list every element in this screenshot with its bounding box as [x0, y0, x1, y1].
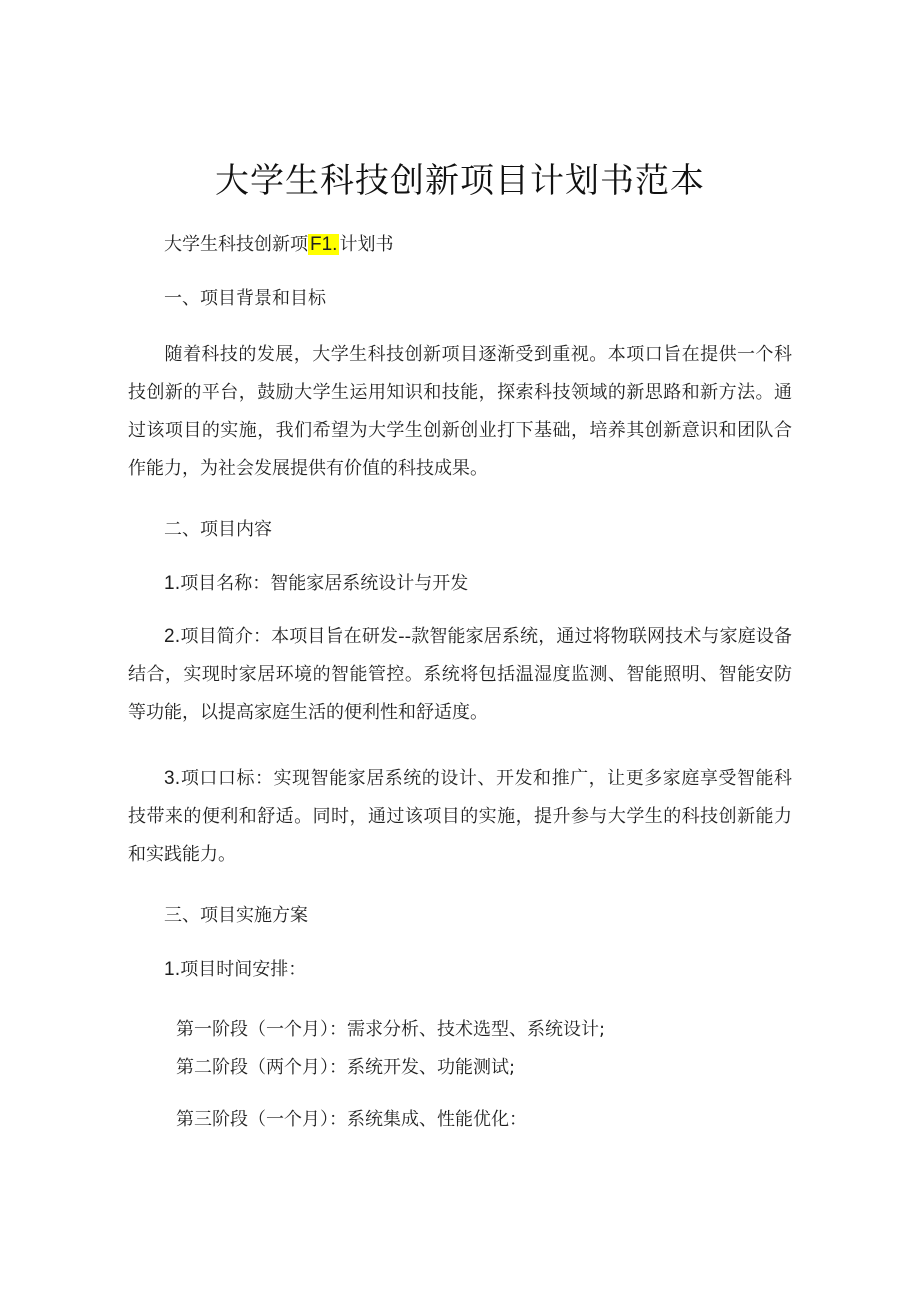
- section-paragraph-background: [128, 336, 792, 488]
- schedule-phase-1: 第一阶段（一个月）：需求分析、技术选型、系统设计;: [176, 1019, 606, 1040]
- document-subtitle: [164, 230, 393, 260]
- list-item-project-goal: 3.项口口标：实现智能家居系统的设计、开发和推广，让更多家庭享受智能科技带来的便利和舒适。同时，通过该项目的实施，提升参与大学生的科技创新能力和实践能力。: [128, 768, 792, 865]
- paragraph-text: 随着科技的发展，大学生科技创新项目逐渐受到重视。本项口旨在提供一个科技创新的平台，鼓励大学生运用知识和技能，探索科技领域的新思路和新方法。通过该项目的实施，我们希望为大学生创新创业打下基础，培养其创新意识和团队合作能力，为社会发展提供有价值的科技成果。: [128, 344, 792, 479]
- document-title: 大学生科技创新项目计划书范本: [215, 161, 705, 201]
- section-heading-plan: 三、项目实施方案: [164, 905, 308, 926]
- subtitle-text: 大学生科技创新项: [164, 234, 308, 255]
- subtitle-text-end: 计划书: [339, 234, 394, 255]
- section-heading-content: 二、项目内容: [164, 519, 272, 540]
- section-heading-background: 一、项目背景和目标: [164, 288, 326, 309]
- list-item-schedule: 1.项目时间安排：: [164, 959, 307, 980]
- schedule-phase-3: 第三阶段（一个月）：系统集成、性能优化：: [176, 1109, 527, 1130]
- subtitle-highlight: F1.: [310, 234, 338, 255]
- list-item-project-name: 1.项目名称：智能家居系统设计与开发: [164, 573, 469, 594]
- list-item-project-intro: 2.项目简介：本项目旨在研发--款智能家居系统，通过将物联网技术与家庭设备结合，实现时家居环境的智能管控。系统将包括温湿度监测、智能照明、智能安防等功能，以提高家庭生活的便利性和舒适度。: [128, 626, 792, 723]
- schedule-phase-2: 第二阶段（两个月）：系统开发、功能测试;: [176, 1057, 516, 1078]
